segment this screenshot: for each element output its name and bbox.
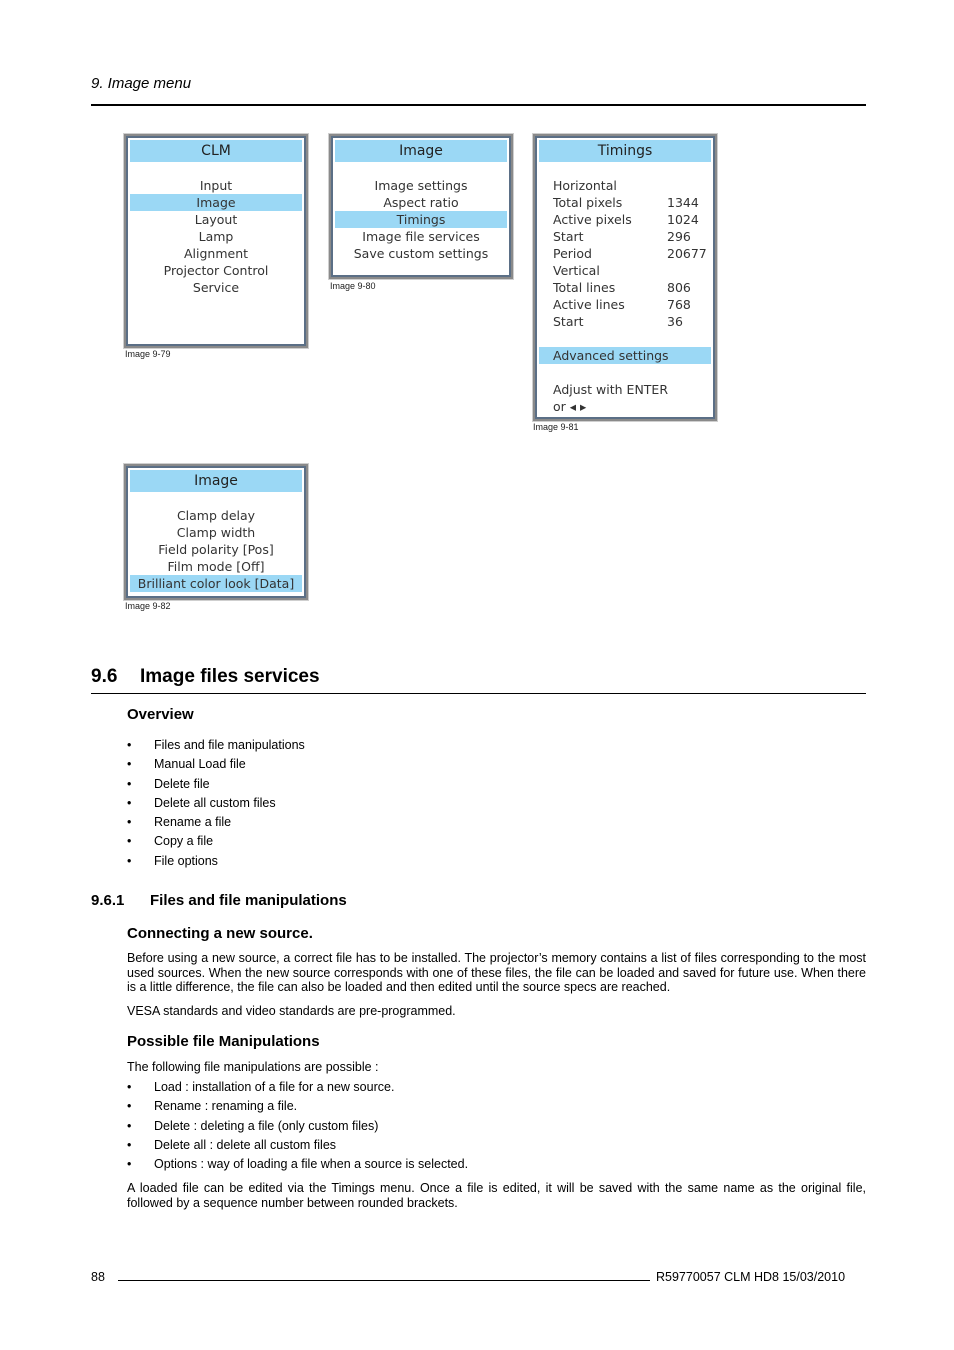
figure-caption: Image 9-80 bbox=[330, 281, 376, 291]
osd-item-film-mode: Film mode [Off] bbox=[167, 559, 265, 574]
timing-row bbox=[539, 211, 711, 228]
list-item: • Manual Load file bbox=[127, 757, 246, 772]
figure-caption: Image 9-82 bbox=[125, 601, 171, 611]
page-number: 88 bbox=[91, 1270, 105, 1284]
timing-label: Active lines bbox=[553, 297, 625, 312]
list-item: • Delete all : delete all custom files bbox=[127, 1137, 337, 1152]
subsection-title-text: Files and file manipulations bbox=[150, 892, 347, 909]
header-rule bbox=[91, 104, 866, 106]
adjust-hint bbox=[539, 398, 711, 415]
timing-label: Vertical bbox=[553, 263, 600, 278]
timing-value: 36 bbox=[667, 314, 683, 329]
list-item: • Options : way of loading a file when a source is selected. bbox=[127, 1157, 469, 1172]
closing-paragraph: A loaded file can be edited via the Timings menu. Once a file is edited, it will be saved with the same name as the original file, followed by a sequence number between rounded brackets. bbox=[127, 1181, 866, 1210]
timing-value: 768 bbox=[667, 297, 691, 312]
osd-item-aspect-ratio: Aspect ratio bbox=[383, 195, 459, 210]
connecting-heading: Connecting a new source. bbox=[127, 925, 313, 942]
timing-row bbox=[539, 245, 711, 262]
timing-row bbox=[539, 296, 711, 313]
list-item: • File options bbox=[127, 853, 218, 868]
list-item: • Delete all custom files bbox=[127, 795, 276, 810]
timing-row bbox=[539, 194, 711, 211]
timing-label: Period bbox=[553, 246, 592, 261]
subsection-number: 9.6.1 bbox=[91, 892, 125, 909]
osd-item-clamp-delay: Clamp delay bbox=[176, 508, 256, 523]
figure-caption: Image 9-81 bbox=[533, 422, 579, 432]
timing-label: Active pixels bbox=[553, 212, 632, 227]
timing-value: 20677 bbox=[667, 246, 707, 261]
osd-item-clamp-width: Clamp width bbox=[176, 525, 256, 540]
timing-label: Horizontal bbox=[553, 178, 617, 193]
list-item: • Delete : deleting a file (only custom files) bbox=[127, 1118, 379, 1133]
osd-item-alignment: Alignment bbox=[183, 246, 249, 261]
osd-item-service: Service bbox=[192, 280, 240, 295]
footer-rule bbox=[118, 1280, 650, 1281]
osd-item-timings-selected: Timings bbox=[335, 211, 507, 228]
document-reference: R59770057 CLM HD8 15/03/2010 bbox=[656, 1270, 846, 1284]
list-item: • Rename a file bbox=[127, 815, 232, 830]
timing-value: 806 bbox=[667, 280, 691, 295]
timing-label: Start bbox=[553, 229, 584, 244]
osd-item-advanced-settings-selected bbox=[539, 347, 711, 364]
section-number: 9.6 bbox=[91, 666, 118, 687]
section-title bbox=[91, 666, 320, 688]
adjust-hint-line2: or ◂ ▸ bbox=[553, 399, 587, 414]
osd-item-input: Input bbox=[199, 178, 233, 193]
osd-item-image-selected: Image bbox=[130, 194, 302, 211]
section-rule bbox=[91, 693, 866, 694]
possible-list bbox=[127, 1078, 468, 1174]
osd-item-layout: Layout bbox=[194, 212, 238, 227]
osd-menu-image-advanced bbox=[124, 464, 308, 600]
osd-title: Image bbox=[130, 470, 302, 492]
list-item: • Rename : renaming a file. bbox=[127, 1099, 298, 1114]
figure-caption: Image 9-79 bbox=[125, 349, 171, 359]
running-head: 9. Image menu bbox=[91, 75, 192, 92]
possible-heading: Possible file Manipulations bbox=[127, 1033, 320, 1050]
osd-title: Image bbox=[335, 140, 507, 162]
timing-label: Total pixels bbox=[553, 195, 623, 210]
adjust-hint-line1: Adjust with ENTER bbox=[553, 382, 669, 397]
list-item: • Load : installation of a file for a new source. bbox=[127, 1080, 395, 1094]
subsection-title bbox=[91, 892, 347, 909]
timing-row bbox=[539, 228, 711, 245]
osd-item-brilliant-color-selected: Brilliant color look [Data] bbox=[130, 575, 302, 592]
timing-value: 296 bbox=[667, 229, 691, 244]
connecting-paragraph: Before using a new source, a correct file has to be installed. The projector’s memory contains a list of files corresponding to the most used sources. When the new source corresponds with one of these files, the file can be loaded and saved for future use. When there is a little difference, the file can also be loaded and then edited until the source specs are reached. bbox=[127, 951, 866, 995]
list-item: • Delete file bbox=[127, 776, 210, 791]
osd-menu-image bbox=[329, 134, 513, 279]
section-title-text: Image files services bbox=[140, 666, 320, 687]
timing-label: Start bbox=[553, 314, 584, 329]
possible-intro: The following file manipulations are possible : bbox=[127, 1060, 379, 1074]
timing-row bbox=[539, 262, 711, 279]
osd-item-lamp: Lamp bbox=[198, 229, 234, 244]
osd-item-projector-control: Projector Control bbox=[163, 263, 269, 278]
osd-item-field-polarity: Field polarity [Pos] bbox=[158, 542, 274, 557]
timing-row bbox=[539, 279, 711, 296]
overview-list bbox=[127, 736, 305, 871]
osd-menu-timings bbox=[533, 134, 717, 421]
advanced-label: Advanced settings bbox=[553, 348, 669, 363]
timing-value: 1024 bbox=[667, 212, 699, 227]
osd-item-save-custom-settings: Save custom settings bbox=[353, 246, 489, 261]
adjust-hint bbox=[539, 381, 711, 398]
overview-heading: Overview bbox=[127, 706, 194, 723]
osd-item-image-file-services: Image file services bbox=[362, 229, 480, 244]
timing-row bbox=[539, 177, 711, 194]
osd-title: Timings bbox=[539, 140, 711, 162]
timing-row bbox=[539, 313, 711, 330]
list-item: • Copy a file bbox=[127, 834, 214, 849]
timing-value: 1344 bbox=[667, 195, 699, 210]
osd-item-image-settings: Image settings bbox=[374, 178, 468, 193]
list-item: • Files and file manipulations bbox=[127, 738, 305, 752]
vesa-paragraph: VESA standards and video standards are pre-programmed. bbox=[127, 1004, 456, 1018]
timing-label: Total lines bbox=[553, 280, 616, 295]
osd-menu-clm bbox=[124, 134, 308, 348]
osd-title: CLM bbox=[130, 140, 302, 162]
